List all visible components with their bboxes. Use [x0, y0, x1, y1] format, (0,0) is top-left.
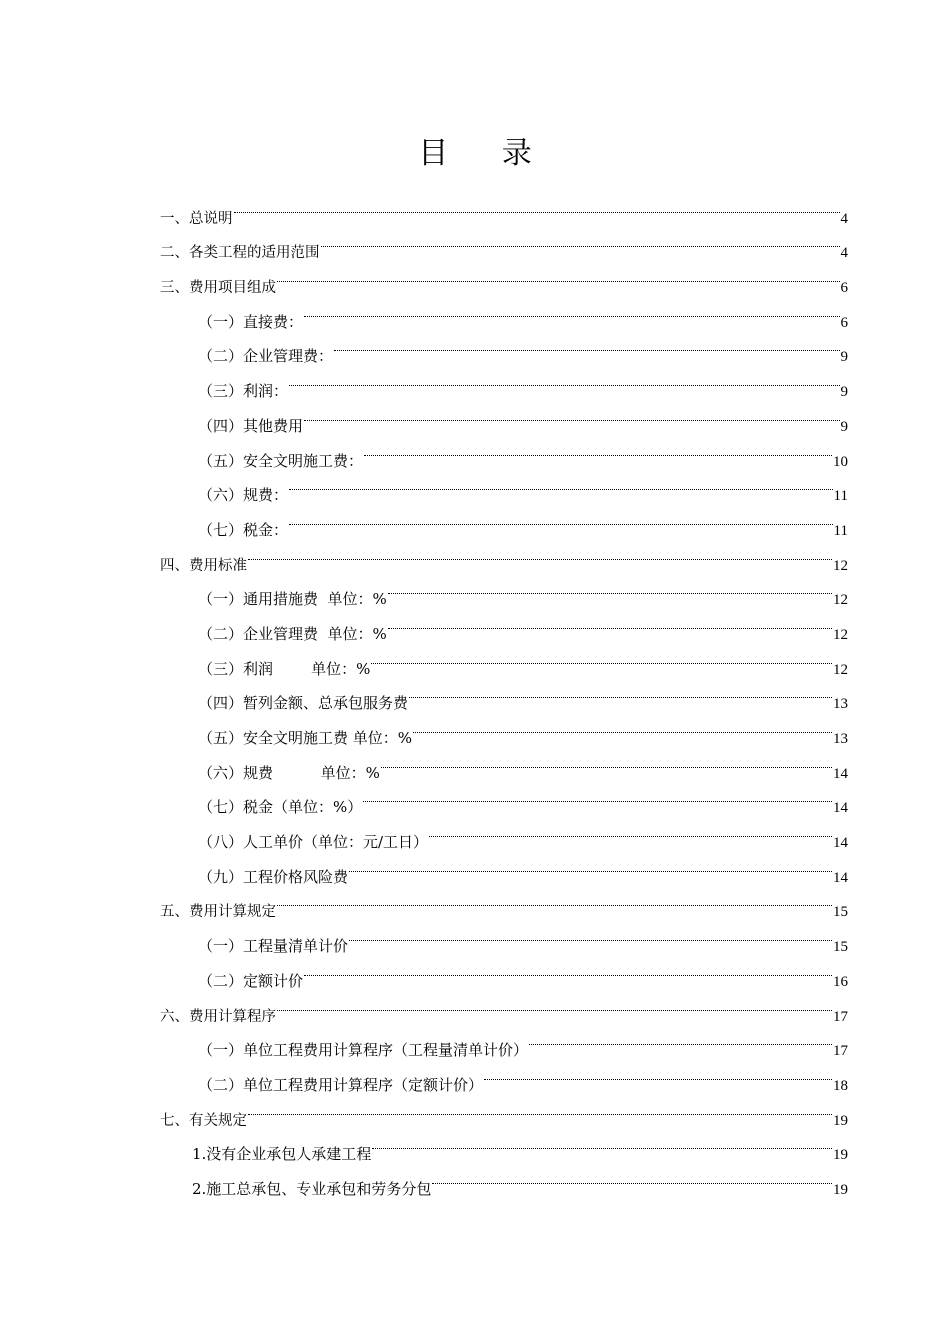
toc-entry-page: 12	[833, 626, 848, 643]
toc-entry-label: （二）企业管理费：	[198, 347, 334, 366]
toc-entry-page: 4	[840, 245, 848, 262]
toc-leader-dots	[371, 639, 832, 674]
toc-entry[interactable]	[160, 188, 848, 227]
toc-entry-label: 四、费用标准	[160, 557, 247, 574]
toc-entry-label: （四）暂列金额、总承包服务费	[198, 694, 409, 713]
toc-leader-dots	[277, 986, 832, 1021]
toc-entry[interactable]	[160, 1090, 848, 1129]
toc-leader-dots	[289, 361, 839, 396]
toc-entry[interactable]	[160, 223, 848, 262]
toc-entry[interactable]	[160, 535, 848, 574]
toc-leader-dots	[248, 535, 832, 570]
toc-entry-label: 七、有关规定	[160, 1112, 247, 1129]
toc-entry-page: 10	[833, 453, 848, 470]
toc-entry-page: 13	[833, 731, 848, 747]
toc-entry-page: 4	[840, 210, 848, 227]
toc-entry-page: 6	[840, 314, 848, 331]
toc-entry-label: 二、各类工程的适用范围	[160, 245, 320, 262]
toc-entry-page: 18	[833, 1077, 848, 1094]
toc-leader-dots	[277, 882, 832, 917]
toc-entry-label: （一）通用措施费 单位：%	[198, 590, 387, 609]
toc-entry-page: 15	[833, 939, 848, 956]
toc-leader-dots	[289, 466, 833, 501]
toc-entry-label: （四）其他费用	[198, 416, 304, 435]
toc-leader-dots	[372, 1125, 832, 1160]
toc-entry-page: 14	[833, 869, 848, 886]
toc-entry-page: 19	[833, 1147, 848, 1164]
toc-leader-dots	[364, 431, 832, 466]
toc-entry-page: 9	[840, 349, 848, 366]
toc-entry-label: 2.施工总承包、专业承包和劳务分包	[192, 1179, 432, 1198]
toc-entry-label: （七）税金（单位：%）	[198, 798, 363, 817]
page-title: 目 录	[418, 136, 554, 171]
toc-entry-page: 14	[833, 800, 848, 817]
toc-entry-label: （九）工程价格风险费	[198, 867, 349, 886]
toc-entry-label: （三）利润 单位：%	[198, 659, 371, 678]
toc-entry-page: 16	[833, 973, 848, 990]
toc-leader-dots	[363, 778, 832, 813]
toc-entry-label: 五、费用计算规定	[160, 904, 276, 921]
toc-entry-label: 六、费用计算程序	[160, 1008, 276, 1025]
toc-entry-page: 12	[833, 592, 848, 609]
table-of-contents	[160, 188, 848, 1198]
toc-entry-page: 11	[833, 522, 848, 539]
toc-entry-page: 14	[833, 765, 848, 782]
toc-entry-page: 13	[833, 696, 848, 713]
toc-entry-label: （二）单位工程费用计算程序（定额计价）	[198, 1075, 484, 1094]
toc-entry-label: 1.没有企业承包人承建工程	[192, 1145, 372, 1164]
toc-entry[interactable]	[160, 1125, 848, 1164]
toc-leader-dots	[429, 812, 832, 847]
toc-entry-label: （一）单位工程费用计算程序（工程量清单计价）	[198, 1041, 529, 1060]
toc-entry-page: 9	[840, 384, 848, 401]
toc-entry-label: （三）利润：	[198, 382, 289, 401]
toc-entry-page: 17	[833, 1043, 848, 1060]
toc-entry-page: 9	[840, 418, 848, 435]
toc-leader-dots	[304, 951, 832, 986]
toc-leader-dots	[321, 223, 840, 258]
toc-entry-label: 三、费用项目组成	[160, 280, 276, 297]
toc-leader-dots	[248, 1090, 832, 1125]
toc-entry-label: （七）税金：	[198, 520, 289, 539]
toc-leader-dots	[484, 1055, 832, 1090]
toc-leader-dots	[529, 1021, 832, 1056]
toc-entry-label: （五）安全文明施工费：	[198, 451, 364, 470]
toc-entry-page: 14	[833, 835, 848, 852]
toc-entry-label: （一）直接费：	[198, 312, 304, 331]
toc-entry-page: 17	[833, 1008, 848, 1025]
toc-entry-label: 一、总说明	[160, 210, 233, 227]
toc-leader-dots	[334, 327, 839, 362]
toc-leader-dots	[349, 847, 832, 882]
toc-leader-dots	[304, 292, 839, 327]
toc-entry-page: 12	[833, 557, 848, 574]
toc-entry-page: 19	[833, 1112, 848, 1129]
toc-entry-label: （五）安全文明施工费 单位：%	[198, 729, 413, 747]
toc-entry-page: 11	[833, 488, 848, 505]
toc-entry[interactable]	[160, 570, 848, 609]
toc-leader-dots	[349, 916, 832, 951]
toc-entry-label: （六）规费 单位：%	[198, 763, 380, 782]
toc-leader-dots	[277, 257, 840, 292]
toc-leader-dots	[409, 674, 832, 709]
toc-entry-label: （八）人工单价（单位：元/工日）	[198, 833, 429, 852]
toc-leader-dots	[432, 1159, 832, 1194]
toc-entry-page: 19	[833, 1181, 848, 1198]
toc-leader-dots	[388, 570, 832, 605]
toc-leader-dots	[381, 743, 832, 778]
toc-entry-page: 15	[833, 904, 848, 921]
toc-leader-dots	[304, 396, 839, 431]
toc-leader-dots	[234, 188, 840, 223]
toc-entry-label: （二）企业管理费 单位：%	[198, 624, 387, 643]
toc-entry-page: 6	[840, 280, 848, 297]
toc-leader-dots	[413, 708, 832, 743]
toc-entry-label: （六）规费：	[198, 486, 289, 505]
toc-leader-dots	[289, 500, 833, 535]
toc-entry-label: （二）定额计价	[198, 971, 304, 990]
toc-leader-dots	[388, 604, 832, 639]
toc-entry-label: （一）工程量清单计价	[198, 937, 349, 956]
toc-entry-page: 12	[833, 661, 848, 678]
